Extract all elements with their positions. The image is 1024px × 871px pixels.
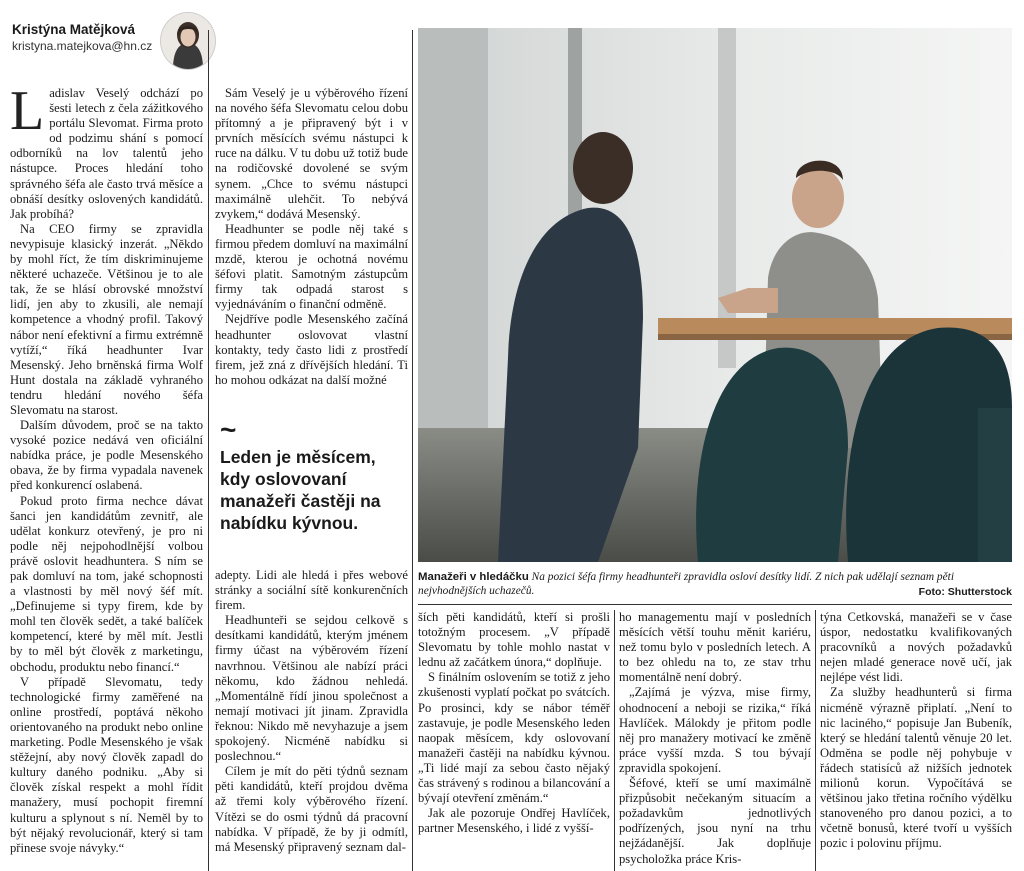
- article-paragraph: Za služby headhunterů si firma nicméně výrazně připlatí. „Není to nic laciného,“ popisuje Jan Bubeník, který se hledání talentů věnuje 20 let. Odměna se podle něj pohybuje v řádech statisíců až nižších jednotek milionů korun. Vypočítává se většinou jako třetina ročního výdělku stanoveného pro danou pozici, a to včetně bonusů, které tvoří u vyšších pozic i polovinu příjmu.: [820, 685, 1012, 851]
- article-paragraph: Pokud proto firma nechce dávat šanci jen kandidátům zevnitř, ale udělat konkurz otevřený, je pro ni podle něj nejpohodlnější volbou právě oslovit headhuntera. S ním se pak domluví na tom, jaké schopnosti a vlastnosti by měl nový šéf mít. „Definujeme si typy firem, kde by mohl ten člověk sedět, a také balíček kompetencí, které by měl mít. Jestli by to měl být člověk z marketingu, obchodu, produktu nebo financí.“: [10, 493, 203, 674]
- pull-quote: [220, 414, 410, 534]
- article-column-4: [619, 610, 811, 871]
- article-column-2-bottom: [215, 568, 408, 871]
- article-paragraph: ho managementu mají v posledních měsících větší touhu měnit kariéru, než tomu bylo v posledních letech. A to bez ohledu na to, ze stav trhu momentálně není dobrý.: [619, 610, 811, 685]
- column-divider: [208, 30, 209, 871]
- article-paragraph: S finálním oslovením se totiž z jeho zkušenosti vyplatí počkat po svátcích. Po prosinci, kdy se nábor téměř zastavuje, je podle Mesenského leden naopak měsícem, kdy oslovovaní manažeři častěji na nabídku kývnou. „Ti lidé mají za sebou často nějaký čas strávený s rodinou a bilancování a bývají otevření změnám.“: [418, 670, 610, 806]
- article-paragraph: Dalším důvodem, proč se na takto vysoké pozice nedává ven oficiální nabídka práce, je podle Mesenského obava, že by firma vypadala navenek před konkurencí oslabená.: [10, 418, 203, 493]
- article-paragraph: „Zajímá je výzva, mise firmy, ohodnocení a neboji se rizika,“ říká Havlíček. Málokdy je přitom podle něj pro manažery motivací ke změně práce vyšší mzda. S tou bývají zpravidla spokojení.: [619, 685, 811, 775]
- pull-quote-mark: ~: [220, 414, 237, 445]
- article-paragraph: Headhunteři se sejdou celkově s desítkami kandidátů, kterým jménem firmy účast na výběrovém řízení navrhnou. Většinou ale nabízí práci někomu, kdo žádnou nehledá. „Momentálně řídí jinou společnost a nemají motivaci jít jinam. Zpravidla řeknou: Nikdo mě nevyhazuje a jsem spokojený. Nicméně nabídku si poslechnou.“: [215, 613, 408, 764]
- article-paragraph: Cílem je mít do pěti týdnů seznam pěti kandidátů, kteří projdou dvěma až třemi koly výběrového řízení. Vítězi se do osmi týdnů dá pracovní nabídka. V případě, že by ji odmítl, má Mesenský připravený seznam dal-: [215, 764, 408, 854]
- author-name: Kristýna Matějková: [12, 22, 136, 37]
- article-column-5: [820, 610, 1012, 871]
- column-divider: [412, 30, 413, 871]
- article-paragraph: Nejdříve podle Mesenského začíná headhunter oslovovat vlastní kontakty, tedy často lidi z prostředí firem, jež zná z dřívějších hledání. Ti ho mohou odkázat na další možné: [215, 312, 408, 387]
- column-divider: [614, 610, 615, 871]
- article-paragraph: Jak ale pozoruje Ondřej Havlíček, partner Mesenského, i lidé z vyšší-: [418, 806, 610, 836]
- article-paragraph: Na CEO firmy se zpravidla nevypisuje klasický inzerát. „Někdo by mohl říct, že tím diskriminujeme některé uchazeče. Většinou je to ale tak, že se hlásí obrovské množství lidí, jen aby to zkusili, ale nemají kompetence a vhodný profil. Takový nábor není efektivní a firmu extrémně vytíží,“ říká headhunter Ivar Mesenský. Jeho brněnská firma Wolf Hunt dostala na základě vyhraného tendru hledání nového šéfa Slevomatu na starost.: [10, 221, 203, 417]
- photo-credit: Foto: Shutterstock: [918, 586, 1012, 598]
- article-paragraph: Ladislav Veselý odchází po šesti letech z čela zážitkového portálu Slevomat. Firma proto od podzimu shání s pomocí odborníků na lov talentů jeho nástupce. Proces hledání toho správného šéfa ale často trvá měsíce a obnáší desítky oslovených kandidátů. Jak probíhá?: [10, 86, 203, 221]
- article-column-3: [418, 610, 610, 871]
- author-email[interactable]: kristyna.matejkova@hn.cz: [12, 39, 153, 53]
- author-byline: [12, 22, 152, 54]
- pull-quote-text: Leden je měsícem, kdy oslovovaní manažeři častěji na nabídku kývnou.: [220, 447, 381, 533]
- article-paragraph: Sám Veselý je u výběrového řízení na nového šéfa Slevomatu celou dobu přítomný a je připravený být i v prvních měsících svému nástupci k ruce na dálku. V tu dobu už totiž bude na rodičovské dovolené se svým synem. „Chce to svému nástupci maximálně ulehčit. To nebývá zvykem,“ dodává Mesenský.: [215, 86, 408, 221]
- article-paragraph: adepty. Lidi ale hledá i přes webové stránky a sociální sítě konkurenčních firem.: [215, 568, 408, 613]
- article-column-2-top: [215, 86, 408, 408]
- drop-cap: L: [10, 86, 45, 142]
- article-paragraph: ších pěti kandidátů, kteří si prošli totožným procesem. „V případě Slevomatu by tohle mohlo nastat v lednu až začátkem února,“ doplňuje.: [418, 610, 610, 670]
- caption-heading: Manažeři v hledáčku: [418, 571, 529, 583]
- photo-caption: [418, 570, 1012, 598]
- caption-divider: [418, 604, 1012, 605]
- article-photo: [418, 28, 1012, 562]
- article-column-1: [10, 86, 203, 871]
- article-paragraph: V případě Slevomatu, tedy technologické firmy zaměřené na online prostředí, poptává někoho orientovaného na produkt nebo online marketing. Podle Mesenského je však stěžejní, aby nový člověk zapadl do kultury daného podniku. „Aby si člověk získal respekt a mohl řídit manažery, musí pochopit firemní kulturu a splynout s ní. Neměl by to být nějaký revolucionář, který si tam přinese svoje návyky.“: [10, 674, 203, 855]
- article-paragraph: Headhunter se podle něj také s firmou předem domluví na maximální mzdě, kterou je ochotná novému šéfovi platit. Samotným zástupcům firmy tak odpadá starost s vyjednáváním o finanční odměně.: [215, 221, 408, 312]
- caption-text: Na pozici šéfa firmy headhunteři zpravidla osloví desítky lidí. Z nich pak udělají seznam pěti nejvhodnějších uchazečů.: [418, 571, 955, 597]
- column-divider: [815, 610, 816, 871]
- article-paragraph: týna Cetkovská, manažeři se v čase úspor, nedostatku kvalifikovaných pracovníků a nových požadavků nejen mladé generace nově učí, jak nejlépe vést lidi.: [820, 610, 1012, 685]
- article-paragraph: Šéfové, kteří se umí maximálně přizpůsobit nečekaným situacím a požadavkům jednotlivých podřízených, jsou nyní na trhu nejžádanější. Jak doplňuje psycholožka práce Kris-: [619, 776, 811, 866]
